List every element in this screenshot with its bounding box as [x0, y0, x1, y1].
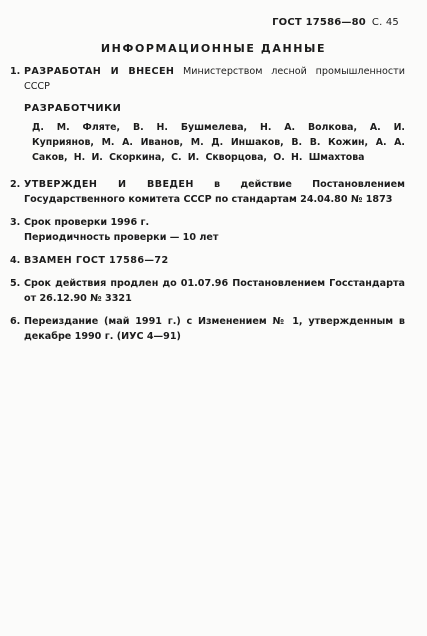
item-keyword: УТВЕРЖДЕН И ВВЕДЕН — [24, 179, 194, 190]
review-term: Срок проверки 1996 г. — [24, 217, 150, 228]
item-body: в действие Постановлением Государственного комитета СССР по стандартам 24.04.80 № 1873 — [24, 179, 405, 205]
page-number: С. 45 — [371, 17, 399, 28]
item-text — [24, 177, 405, 207]
item-text: Переиздание (май 1991 г.) с Изменением № 1, утвержденным в декабре 1990 г. (ИУС 4—91) — [24, 316, 405, 342]
item-number: 2. — [10, 179, 21, 190]
developers-heading: РАЗРАБОТЧИКИ — [24, 103, 122, 114]
item-text — [24, 215, 405, 245]
item-body: Министерством лесной промышленности СССР — [24, 66, 405, 92]
item-number: 5. — [10, 278, 21, 289]
page-header — [272, 17, 399, 28]
item-reissue — [10, 314, 405, 344]
item-text — [24, 64, 405, 94]
item-number: 6. — [10, 316, 21, 327]
item-text: Срок действия продлен до 01.07.96 Постановлением Госстандарта от 26.12.90 № 3321 — [24, 278, 405, 304]
item-keyword: РАЗРАБОТАН И ВНЕСЕН — [24, 66, 175, 77]
review-frequency: Периодичность проверки — 10 лет — [24, 232, 219, 243]
section-title: ИНФОРМАЦИОННЫЕ ДАННЫЕ — [100, 42, 327, 55]
item-validity-extended — [10, 276, 405, 306]
developers-list: Д. М. Фляте, В. Н. Бушмелева, Н. А. Волкова, А. И. Куприянов, М. А. Иванов, М. Д. Иншаков, В. В. Кожин, А. А. Саков, Н. И. Скоркина, С. И. Скворцова, О. Н. Шмахтова — [32, 122, 405, 163]
item-number: 1. — [10, 66, 21, 77]
item-number: 4. — [10, 255, 21, 266]
item-review-period — [10, 215, 405, 245]
info-items — [10, 64, 405, 352]
item-number: 3. — [10, 217, 21, 228]
item-replaces — [10, 253, 405, 268]
item-keyword: ВЗАМЕН ГОСТ 17586—72 — [24, 255, 169, 266]
item-developed-by — [10, 64, 405, 94]
item-approved — [10, 177, 405, 207]
standard-number: ГОСТ 17586—80 — [272, 17, 366, 28]
